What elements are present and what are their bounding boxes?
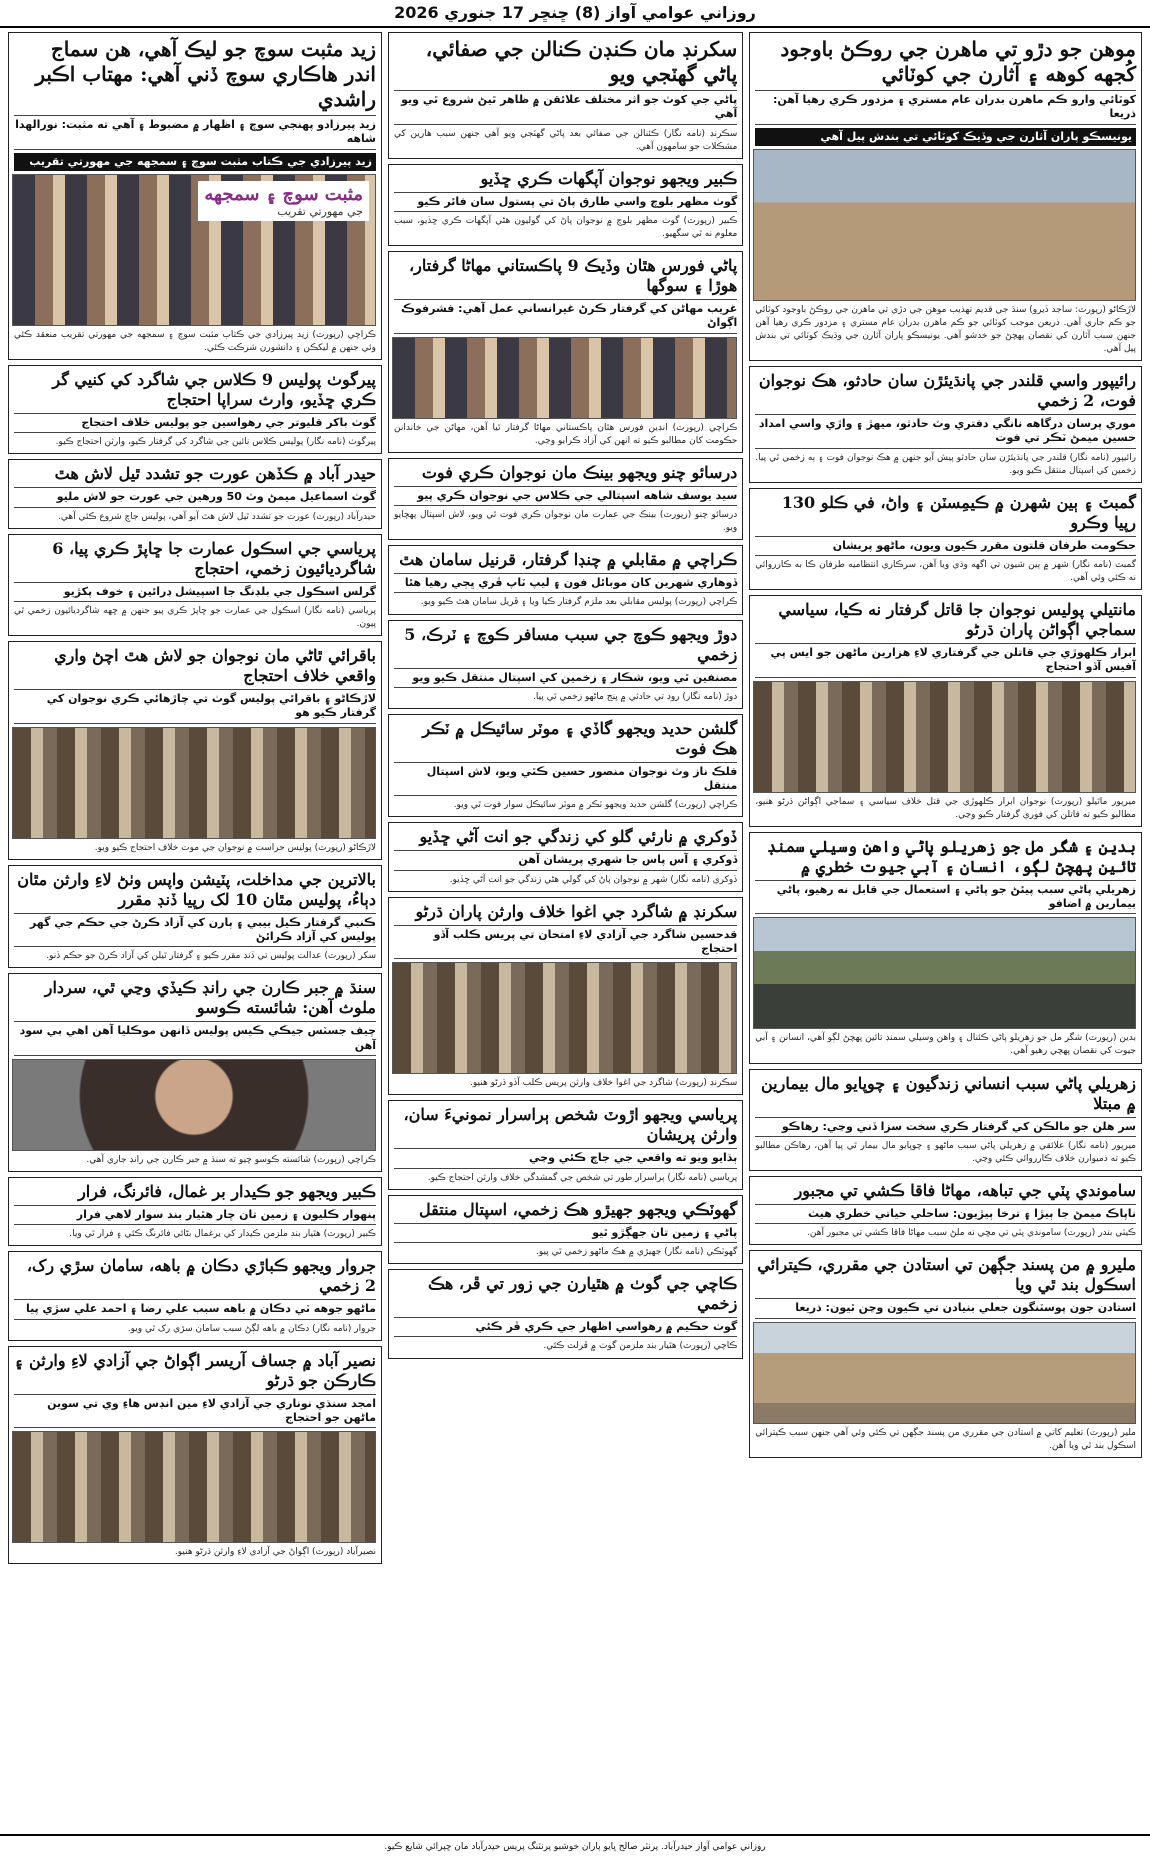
- news-photo: [753, 1322, 1136, 1424]
- article-body: ملير (رپورٽ) تعليم کاتي ۾ استادن جي مقرري من پسند جڳهن تي ڪئي وئي آهي جنهن سبب ڪيترائي اسڪول بند ٿي ويا آهن.: [755, 1427, 1136, 1451]
- article-body: ڪراچي (رپورٽ) انڊين فورس هٿان پاڪستاني مهاڻا گرفتار ٿيا آهن، مهاڻن جي خاندانن حڪومت کان مطالبو ڪيو ته انهن کي آزاد ڪرايو وڃي.: [394, 422, 738, 446]
- article-headline: گمبٽ ۽ ٻين شهرن ۾ ڪيمِسٽن ۽ واڻ، في ڪلو 130 رپيا وڪرو: [781, 492, 1136, 532]
- article-subheadline: سيد يوسف شاهه اسپتالي جي ڪلاس جي نوجوان ڪري پيو: [394, 486, 737, 506]
- news-photo: [12, 727, 376, 839]
- news-article: [388, 620, 743, 709]
- article-headline: ڪبير ويجهو جو ڪيدار بر غمال، فائرنگ، فرار: [78, 1181, 376, 1201]
- news-article: [749, 1250, 1142, 1457]
- article-body: گمبٽ (نامه نگار) شهر ۾ ٻين شيون تي اگهه وڌي ويا آهن، سرڪاري انتظاميه طرفان ڪا به ڪارروائي نه ڪئي وئي آهي.: [755, 560, 1136, 584]
- article-headline: پرياسي ويجهو اڙوٽ شخص ٻراسرار نمونيءَ سان، وارثن پريشان: [403, 1105, 738, 1145]
- article-body: ڪيٽي بندر (رپورٽ) ساموندي پٽي تي مڇي نه ملڻ سبب مهاڻا فاقا ڪشي تي مجبور آهن.: [807, 1228, 1136, 1239]
- news-photo: [753, 917, 1136, 1029]
- article-subheadline: زهريلي پاڻي سبب پيئڻ جو پاڻي ۽ استعمال جي قابل نه رهيو، پاڻي بيمارين ۾ اضافو: [755, 880, 1136, 915]
- article-headline: موهن جو دڙو تي ماهرن جي روڪڻ باوجود کُجهه کوهه ۽ آثارن جي کوٽائي: [780, 37, 1136, 86]
- article-headline: جروار ويجهو ڪباڙي دڪان ۾ باهه، سامان سڙي رک، 2 زخمي: [26, 1256, 376, 1296]
- news-article: [388, 1269, 743, 1358]
- article-headline: سکرنڊ مان ڪنڊن ڪنالن جي صفائي، پاڻي گهٽجي ويو: [425, 37, 738, 86]
- article-subheadline: امجد سنڌي نوناري جي آزادي لاءِ مين انڊس هاءِ وي تي سوين ماڻهن جو احتجاج: [14, 1394, 376, 1429]
- news-article: [8, 365, 382, 454]
- article-body: ڪراچي (رپورٽ) گلشن حديد ويجهو ٽڪر ۾ موٽر سائيڪل سوار فوت ٿي ويو.: [453, 800, 738, 811]
- news-photo: [12, 1059, 376, 1151]
- article-subheadline: غريب مهاڻن کي گرفتار ڪرڻ غيرانساني عمل آهي: فشرفوڪ اڳواڻ: [394, 299, 737, 334]
- article-headline: باقرائي ٿاڻي مان نوجوان جو لاش هٿ اچڻ واري واقعي خلاف احتجاج: [54, 646, 376, 686]
- news-photo: [392, 337, 737, 419]
- article-headline: مليرو ۾ من پسند جڳهن تي استادن جي مقرري، ڪيترائي اسڪول بند ٿي ويا: [757, 1255, 1136, 1295]
- article-subheadline: چيف جسٽس جيڪي ڪيس پوليس ڏانهن موڪليا آهن اهي بي سود آهن: [14, 1021, 376, 1056]
- news-article: [388, 458, 743, 540]
- article-headline: رائيپور واسي قلندر جي پانڌيئڙن سان حادثو، هڪ نوجوان فوت، 2 زخمي: [758, 371, 1136, 411]
- article-subheadline: زيد پيرزادي جي ڪتاب مثبت سوچ ۽ سمجهه جي مهورتي تقريب: [14, 153, 376, 171]
- article-subheadline: سر هلن جو مالڪن کي گرفتار ڪري سخت سزا ڏني وڃي: رهاڪو: [755, 1117, 1136, 1137]
- article-subheadline: پنهوار ڪليون ۽ زمين تان چار هٿيار بند سوار لاهي فرار: [14, 1205, 376, 1225]
- news-article: [749, 1069, 1142, 1171]
- article-body: ڪراچي (رپورٽ) زيد پيرزادي جي ڪتاب مثبت سوچ ۽ سمجهه جي مهورتي تقريب منعقد ڪئي وئي جنهن ۾ ليکڪن ۽ دانشورن شرڪت ڪئي.: [14, 329, 376, 353]
- news-article: [388, 545, 743, 614]
- news-article: [388, 897, 743, 1096]
- article-subheadline: ماڻهو جوهه ٽي دڪان ۾ باهه سبب علي رضا ۽ احمد علي سڙي پيا: [14, 1299, 376, 1319]
- article-body: نصيرآباد (رپورٽ) اڳواڻ جي آزادي لاءِ وارثن ڌرڻو هنيو.: [174, 1547, 376, 1558]
- article-headline: ڪراچي ۾ مقابلي ۾ چنڊا گرفتار، قرنيل سامان هٿ: [399, 550, 738, 570]
- article-subheadline: استادن جون پوسٽنگون جعلي بنيادن تي ڪيون وڃن ٿيون: ذريعا: [755, 1298, 1136, 1318]
- article-body: پيرگوٺ (نامه نگار) پوليس ڪلاس نائين جي شاگرد کي گرفتار ڪيو، وارثن احتجاج ڪيو.: [55, 437, 376, 448]
- article-headline: ڪاچي جي گوٺ ۾ هٿيارن جي زور تي ڦر، هڪ زخمي: [428, 1274, 738, 1314]
- article-subheadline: گوٺ حڪيم ۾ رهواسي اظهار جي ڪري ڦر ڪئي: [394, 1317, 737, 1337]
- photo-banner-title: مثبت سوچ ۽ سمجهه: [204, 183, 363, 205]
- news-article: [8, 534, 382, 636]
- article-subheadline: موري پرسان درگاهه نانگي دفتري وٽ حادثو، ميهڙ ۽ واڙي واسي امداد حسين ميمڻ ٽڪر تي فوت: [755, 414, 1136, 449]
- article-headline: پاڻي فورس هٿان وڏيڪ 9 پاڪستاني مهاڻا گرفتار، هوڙا ۽ سوگها: [409, 256, 738, 296]
- article-body: پرياسي (نامه نگار) ٻراسرار طور تي شخص جي گمشدگي خلاف وارثن احتجاج ڪيو.: [427, 1172, 738, 1183]
- article-subheadline: گوٺ اسماعيل ميمڻ وٽ 50 ورهين جي عورت جو لاش مليو: [14, 487, 376, 507]
- news-article: [388, 1100, 743, 1189]
- column-middle: [388, 32, 743, 1834]
- article-body: ميرپور ماٿيلو (رپورٽ) نوجوان ابرار ڪلهوڙي جي قتل خلاف سياسي ۽ سماجي اڳواڻن ڌرڻو هنيو، مطالبو ڪيو ته قاتلن کي فوري گرفتار ڪيو وڃي.: [755, 796, 1136, 820]
- article-headline: زهريلي پاڻي سبب انساني زندگيون ۽ چوپايو مال بيمارين ۾ مبتلا: [761, 1073, 1136, 1113]
- article-subheadline: زيد پيرزادو پهنجي سوچ ۽ اظهار ۾ مضبوط ۽ آهي ته مثبت: نورالهدا شاهه: [14, 115, 376, 150]
- article-body: لاڙڪاڻو (رپورٽ: ساجد ڏيرو) سنڌ جي قديم تهذيب موهن جي دڙي تي ماهرن جي روڪڻ باوجود کوٽائي جو ڪم جاري آهي. ذريعن موجب کوٽائي جو ڪم ماهرن بدران عام مستري ۽ مزدور ڪري رهيا آهن جنهن سبب آثارن کي نقصان پهچڻ جو خدشو آهي. يونيسڪو پاران آثارن جي وڌيڪ کوٽائي تي بندش پيل آهي.: [755, 304, 1136, 355]
- article-body: گهوٽڪي (نامه نگار) جهيڙي ۾ هڪ ماڻهو زخمي ٿي پيو.: [536, 1247, 738, 1258]
- article-body: سڪرنڊ (رپورٽ) شاگرد جي اغوا خلاف وارثن پريس ڪلب آڏو ڌرڻو هنيو.: [470, 1078, 738, 1089]
- masthead: روزاني عوامي آواز (8) ڇنڇر 17 جنوري 2026: [0, 0, 1150, 28]
- article-body: پرياسي (نامه نگار) اسڪول جي عمارت جو ڇاپڙ ڪري پيو جنهن ۾ ڇهه شاگرديائيون زخمي ٿي پيون.: [14, 605, 376, 630]
- article-body: ڪراچي (رپورٽ) پوليس مقابلي بعد ملزم گرفتار ڪيا ويا ۽ ڦريل سامان هٿ ڪيو ويو.: [420, 597, 738, 608]
- article-subheadline: کوٽائي وارو ڪم ماهرن بدران عام مستري ۽ مزدور ڪري رهيا آهن: ذريعا: [755, 90, 1136, 125]
- article-body: ڪراچي (رپورٽ) شائسته ڪوسو چيو ته سنڌ ۾ جبر ڪارن جي رانڊ جاري آهي.: [86, 1154, 376, 1165]
- news-photo: [392, 962, 737, 1074]
- article-body: حيدرآباد (رپورٽ) عورت جو تشدد ٿيل لاش هٿ آيو آهي، پوليس جاچ شروع ڪئي آهي.: [58, 511, 376, 522]
- article-subheadline: ڏوهاري شهرين کان موبائل فون ۽ ليپ ٽاپ ڦري ڀڄي رهيا هئا: [394, 573, 737, 593]
- article-subheadline: حڪومت طرفان قلتون مقرر ڪيون ويون، ماڻهو پريشان: [755, 536, 1136, 556]
- news-photo: [753, 149, 1136, 301]
- news-article: [749, 1176, 1142, 1245]
- article-body: درسائو چنو (رپورٽ) بينڪ جي عمارت مان نوجوان ڪري فوت ٿي ويو، لاش اسپتال پهچايو ويو.: [394, 510, 738, 534]
- article-headline: ساموندي پٽي جي تباهه، مهاڻا فاقا ڪشي تي مجبور: [794, 1180, 1136, 1200]
- article-subheadline: قدحسين شاگرد جي آزادي لاءِ امتحان تي پريس ڪلب آڏو احتجاج: [394, 925, 737, 960]
- article-headline: بدين ۽ شگر مل جو زهريلو پاڻي واهن وسيلي سمنڊ تائين پهچڻ لڳو، انسان ۽ آبي جيوت خطري ۾: [767, 836, 1136, 876]
- article-body: ميرپور (نامه نگار) علائقي ۾ زهريلي پاڻي سبب ماڻهو ۽ چوپايو مال بيمار ٿي پيا آهن، رهاڪن مطالبو ڪيو ته ذميوارن خلاف ڪارروائي ڪئي وڃي.: [755, 1140, 1136, 1164]
- article-subheadline: پاڻي ۽ زمين تان جهڳڙو ٿيو: [394, 1223, 737, 1243]
- article-headline: نصير آباد ۾ جساف آريسر اڳواڻ جي آزادي لاءِ وارثن ۽ ڪارڪن جو ڌرڻو: [14, 1350, 376, 1390]
- article-headline: درسائو چنو ويجهو بينڪ مان نوجوان ڪري فوت: [421, 462, 738, 482]
- newspaper-page: [0, 28, 1150, 1834]
- news-photo: [12, 174, 376, 326]
- news-article: [8, 32, 382, 360]
- news-photo: [753, 681, 1136, 793]
- news-article: [8, 1251, 382, 1340]
- article-headline: پرياسي جي اسڪول عمارت جا ڇاپڙ ڪري پيا، 6 شاگرديائيون زخمي، احتجاج: [52, 538, 376, 578]
- article-body: رائيپور (نامه نگار) قلندر جي پانڌيئڙن سان حادثو پيش آيو جنهن ۾ هڪ نوجوان فوت ۽ ٻه زخمي ٿي پيا. زخمين کي اسپتال منتقل ڪيو ويو.: [755, 452, 1136, 476]
- news-article: [388, 251, 743, 453]
- article-subheadline: گوٺ باکر قليوتر جي رهواسين جو پوليس خلاف احتجاج: [14, 413, 376, 433]
- news-article: [388, 1195, 743, 1264]
- news-article: [749, 488, 1142, 590]
- news-article: [749, 32, 1142, 361]
- article-body: لاڙڪاڻو (رپورٽ) پوليس حراست ۾ نوجوان جي موت خلاف احتجاج ڪيو ويو.: [94, 842, 376, 853]
- article-subheadline: پاڻي جي کوٽ جو اثر مختلف علائقن ۾ ظاهر ٿيڻ شروع ٿي ويو آهي: [394, 90, 737, 125]
- article-subheadline: فلڪ ناز وٽ نوجوان منصور حسين ڪٿي ويو، لاش اسپتال منتقل: [394, 762, 737, 797]
- news-article: [8, 641, 382, 860]
- article-headline: سکرنڊ ۾ شاگرد جي اغوا خلاف وارثن پاران ڌرڻو: [415, 901, 738, 921]
- news-photo: [12, 1431, 376, 1543]
- article-subheadline: ٻڌايو ويو ته واقعي جي جاچ ڪئي وڃي: [394, 1148, 737, 1168]
- article-body: ڏوکري (نامه نگار) شهر ۾ نوجوان پاڻ کي گولي هڻي زندگي جو انت آڻي ڇڏيو.: [449, 874, 738, 885]
- article-headline: گهوٽڪي ويجهو جهيڙو هڪ زخمي، اسپتال منتقل: [419, 1199, 738, 1219]
- article-body: دوڙ (نامه نگار) روڊ تي حادثي ۾ پنج ماڻهو زخمي ٿي پيا.: [533, 691, 738, 702]
- news-article: [749, 366, 1142, 483]
- column-right: [749, 32, 1142, 1834]
- article-headline: زيد مثبت سوچ جو ليڪ آهي، هن سماج اندر هاڪاري سوچ ڏني آهي: مهتاب اڪبر راشدي: [35, 37, 376, 111]
- photo-banner-subtitle: جي مهورتي تقريب: [277, 204, 363, 218]
- article-subheadline: لاڙڪاڻو ۽ باقرائي پوليس گوٺ تي چاڙهائي ڪري نوجوان کي گرفتار ڪيو هو: [14, 689, 376, 724]
- article-headline: ڪبير ويجهو نوجوان آپگهات ڪري ڇڏيو: [480, 168, 738, 188]
- article-headline: پيرگوٺ پوليس 9 ڪلاس جي شاگرد کي کنيي گر ڪري ڇڏيو، وارث سراپا احتجاج: [52, 369, 376, 409]
- article-subheadline: يونيسڪو پاران آثارن جي وڏيڪ کوٽائي تي بندش پيل آهي: [755, 128, 1136, 146]
- article-headline: سنڌ ۾ جبر ڪارن جي رانڊ ڪيڏي وڃي ٿي، سردار ملوث آهن: شائسته ڪوسو: [44, 978, 376, 1018]
- news-article: [8, 973, 382, 1172]
- article-body: ڪبير (رپورٽ) هٿيار بند ملزمن ڪيدار کي يرغمال بڻائي فائرنگ ڪئي ۽ فرار ٿي ويا.: [69, 1229, 376, 1240]
- column-left: [8, 32, 382, 1834]
- article-body: ڪاچي (رپورٽ) هٿيار بند ملزمن گوٺ ۾ ڦرلٽ ڪئي.: [543, 1341, 738, 1352]
- article-body: سڪرنڊ (نامه نگار) ڪئنالن جي صفائي بعد پاڻي گهٽجي ويو آهي جنهن سبب هارين کي مشڪلات جو سامهون آهي.: [394, 128, 738, 152]
- article-subheadline: ابرار ڪلهوڙي جي قاتلن جي گرفتاري لاءِ هزارين ماڻهن جو ايس پي آفيس آڏو احتجاج: [755, 643, 1136, 678]
- article-headline: مانتيلي پوليس نوجوان جا قاتل گرفتار نه ڪيا، سياسي سماجي اڳواڻن پاران ڌرڻو: [778, 600, 1136, 640]
- news-article: [388, 822, 743, 891]
- news-article: [388, 164, 743, 246]
- news-article: [8, 865, 382, 969]
- article-headline: ڏوکري ۾ نارئي گلو کي زندگي جو انت آڻي ڇڏيو: [419, 827, 738, 847]
- article-headline: بالاترين جي مداخلت، پٽيشن واپس وٺڻ لاءِ وارثن مٿان دٻاءُ، پوليس مٿان 10 لک رپيا ڏنڊ مقرر: [17, 869, 376, 909]
- article-headline: دوڙ ويجهو ڪوچ جي سبب مسافر ڪوچ ۽ ٽرڪ، 5 زخمي: [404, 624, 738, 664]
- article-subheadline: گرلس اسڪول جي بلڊنگ جا اسپيشل ڊرائين ۽ خوف پکڙيو: [14, 582, 376, 602]
- article-subheadline: ڏوکري ۽ آس پاس جا شهري پريشان آهن: [394, 850, 737, 870]
- news-article: [8, 1177, 382, 1246]
- article-headline: حيدر آباد ۾ ڪڏهن عورت جو تشدد ٿيل لاش هٿ: [54, 464, 376, 484]
- article-subheadline: گوٺ مظهر بلوچ واسي طارق پاڻ تي پستول سان فائر ڪيو: [394, 192, 737, 212]
- news-article: [8, 459, 382, 528]
- article-body: بدين (رپورٽ) شگر مل جو زهريلو پاڻي ڪئنال ۽ واهن وسيلي سمنڊ تائين پهچڻ لڳو آهي، انسانن ۽ آبي جيوت کي نقصان پهچي رهيو آهي.: [755, 1033, 1136, 1057]
- footer-imprint: روزاني عوامي آواز حيدرآباد. پرنٽر صالح ڀايو پاران خوشبو پرنٽنگ پريس حيدرآباد مان ڇپرائي شايع ڪيو.: [0, 1834, 1150, 1860]
- article-subheadline: مصنفين ٿي ويو، شڪار ۽ زخمين کي اسپتال منتقل ڪيو ويو: [394, 668, 737, 688]
- news-article: [749, 595, 1142, 827]
- article-body: جروار (نامه نگار) دڪان ۾ باهه لڳڻ سبب سامان سڙي رک ٿي ويو.: [127, 1323, 376, 1334]
- photo-banner: [198, 181, 369, 221]
- news-article: [749, 832, 1142, 1064]
- article-body: سکر (رپورٽ) عدالت پوليس تي ڏنڊ مقرر ڪيو ۽ گرفتار ٿيلن کي آزاد ڪرڻ جو حڪم ڏنو.: [46, 951, 376, 962]
- article-subheadline: ناپاڪ ميمڻ جا ٻيڙا ۽ ترخا ٻيڙيون: ساحلي حياتي خطري هيٺ: [755, 1204, 1136, 1224]
- article-subheadline: ڪنبي گرفتار ڪيل بيبي ۽ ٻارن کي آزاد ڪرڻ جي حڪم جي گهر پوليس کي آزاد ڪرائڻ: [14, 913, 376, 948]
- news-article: [8, 1346, 382, 1565]
- news-article: [388, 32, 743, 159]
- article-headline: گلشن حديد ويجهو گاڏي ۽ موٽر سائيڪل ۾ ٽڪر هڪ فوت: [422, 718, 738, 758]
- news-article: [388, 714, 743, 818]
- article-body: ڪبير (رپورٽ) گوٺ مظهر بلوچ ۾ نوجوان پاڻ کي گوليون هڻي آپگهات ڪري ڇڏيو، سبب معلوم نه ٿي سگهيو.: [394, 215, 738, 240]
